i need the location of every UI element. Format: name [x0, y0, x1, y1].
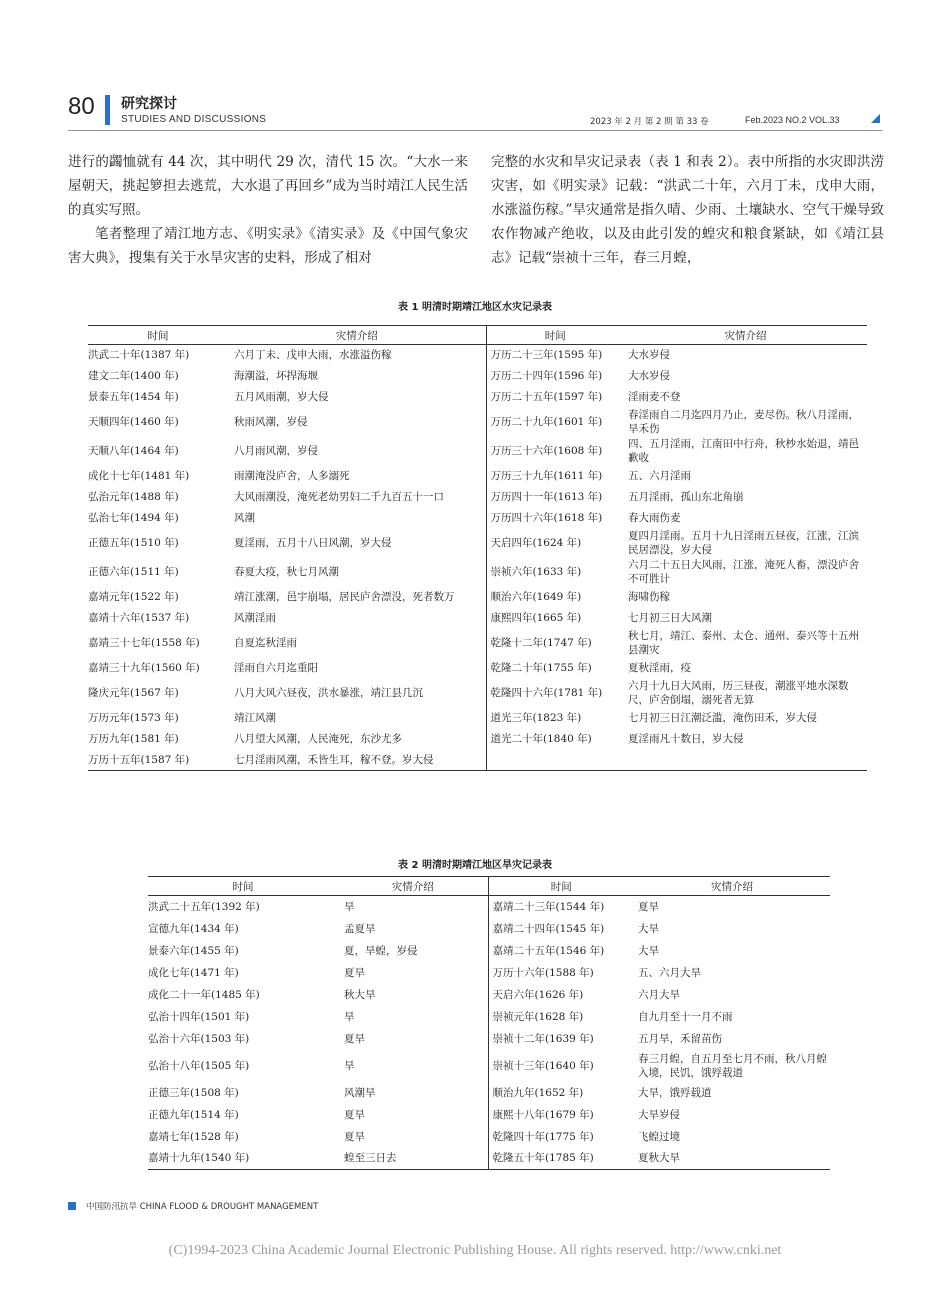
table-row: [88, 708, 867, 729]
header-rule: [68, 130, 883, 131]
date-cell: 嘉靖三十九年(1560 年): [88, 662, 200, 674]
table-row: [88, 508, 867, 529]
description-cell: 五月淫雨，孤山东北角崩: [628, 491, 744, 503]
table-row: [148, 1050, 830, 1082]
description-cell: 大旱岁侵: [638, 1108, 680, 1121]
table-header-row: [88, 326, 867, 345]
description-cell: 海潮溢，坏捍海堰: [234, 370, 318, 382]
description-cell: 春夏大疫，秋七月风潮: [234, 566, 339, 578]
description-cell: 八月望大风潮，人民淹死，东沙尤多: [234, 733, 402, 745]
description-cell: 风潮: [234, 512, 255, 524]
table-row: [88, 587, 867, 608]
date-cell: 弘治元年(1488 年): [88, 491, 179, 503]
table-row: [148, 940, 830, 962]
column-header: 时间: [88, 326, 228, 345]
table-header-row: [148, 877, 830, 896]
date-cell: 成化十七年(1481 年): [88, 470, 190, 482]
table1-caption: 表 1 明清时期靖江地区水灾记录表: [398, 302, 552, 313]
description-cell: 五、六月大旱: [638, 966, 701, 979]
description-cell: 七月淫雨风潮，禾皆生耳，稼不登。岁大侵: [234, 753, 434, 766]
description-cell: 八月大风六昼夜，洪水暴涨，靖江县几沉: [234, 687, 423, 699]
description-cell: 春淫雨自二月迄四月乃止，麦尽伤。秋八月淫雨，旱禾伤: [628, 409, 859, 435]
description-cell: 夏淫雨凡十数日，岁大侵: [628, 733, 744, 745]
page-number: 80: [68, 93, 95, 120]
description-cell: 六月二十五日大风雨，江涨，淹死人畜，漂没庐舍不可胜计: [628, 559, 859, 585]
date-cell: 嘉靖十九年(1540 年): [148, 1152, 250, 1165]
description-cell: 蝗至三日去: [344, 1152, 397, 1165]
date-cell: 弘治十八年(1505 年): [148, 1059, 250, 1072]
date-cell: 洪武二十五年(1392 年): [148, 900, 260, 913]
description-cell: 春三月蝗，自五月至七月不雨，秋八月蝗入境，民饥，饿殍载道: [638, 1052, 827, 1079]
table-row: [88, 408, 867, 437]
description-cell: 大水岁侵: [628, 349, 670, 362]
column-header: 时间: [148, 877, 338, 896]
footer-square-icon: [68, 1202, 76, 1210]
date-cell: 万历十五年(1587 年): [88, 753, 190, 766]
table-row: [148, 1104, 830, 1126]
description-cell: 风潮旱: [344, 1086, 376, 1099]
body-column-right: [491, 150, 884, 270]
date-cell: 成化七年(1471 年): [148, 966, 239, 979]
column-header: 时间: [488, 877, 634, 896]
column-header: 灾情介绍: [624, 326, 867, 345]
date-cell: 天启四年(1624 年): [486, 529, 624, 558]
date-cell: 万历十六年(1588 年): [488, 962, 634, 984]
date-cell: 万历二十四年(1596 年): [486, 366, 624, 387]
date-cell: 宣德九年(1434 年): [148, 922, 239, 935]
description-cell: 飞蝗过境: [638, 1130, 680, 1143]
date-cell: 乾隆十二年(1747 年): [486, 629, 624, 658]
description-cell: 夏旱: [344, 1108, 365, 1121]
description-cell: 淫雨自六月迄重阳: [234, 662, 318, 674]
column-header: 灾情介绍: [228, 326, 486, 345]
table-row: [88, 629, 867, 658]
header-accent-bar: [105, 95, 110, 125]
body-column-left: [68, 150, 468, 270]
table-row: [88, 608, 867, 629]
table-row: [148, 1006, 830, 1028]
table-row: [88, 679, 867, 708]
date-cell: 建文二年(1400 年): [88, 370, 179, 382]
table-row: [148, 1082, 830, 1104]
date-cell: 天顺四年(1460 年): [88, 416, 179, 428]
date-cell: 嘉靖三十七年(1558 年): [88, 637, 200, 649]
paragraph: 完整的水灾和旱灾记录表（表 1 和表 2）。表中所指的水灾即洪涝灾害，如《明实录》记载：“洪武二十年，六月丁未，戊申大雨，水涨溢伤稼。”旱灾通常是指久晴、少雨、土壤缺水、空气干燥导致农作物减产绝收，以及由此引发的蝗灾和粮食紧缺，如《靖江县志》记载“崇祯十三年，春三月蝗，: [491, 154, 884, 266]
description-cell: 秋大旱: [344, 988, 376, 1001]
description-cell: 大旱，饿殍载道: [638, 1086, 712, 1099]
description-cell: [624, 750, 867, 771]
paragraph: 笔者整理了靖江地方志、《明实录》《清实录》及《中国气象灾害大典》，搜集有关于水旱灾害的史料，形成了相对: [68, 226, 468, 266]
description-cell: 大风雨潮没，淹死老幼男妇二千九百五十一口: [234, 491, 444, 503]
description-cell: 五、六月淫雨: [628, 470, 691, 482]
description-cell: 六月大旱: [638, 988, 680, 1001]
date-cell: 嘉靖元年(1522 年): [88, 591, 179, 603]
table-row: [88, 437, 867, 466]
description-cell: 大旱: [638, 944, 659, 957]
description-cell: 夏秋大旱: [638, 1152, 680, 1165]
description-cell: 七月初三日江潮泛滥，淹伤田禾，岁大侵: [628, 712, 817, 724]
table-row: [148, 984, 830, 1006]
description-cell: 夏秋淫雨，疫: [628, 662, 691, 674]
section-title-en: STUDIES AND DISCUSSIONS: [121, 114, 267, 125]
date-cell: 弘治十六年(1503 年): [148, 1032, 250, 1045]
description-cell: 雨潮淹没庐舍，人多溺死: [234, 470, 350, 482]
date-cell: 道光三年(1823 年): [486, 708, 624, 729]
description-cell: 风潮淫雨: [234, 612, 276, 624]
date-cell: 隆庆元年(1567 年): [88, 687, 179, 699]
copyright-notice: (C)1994-2023 China Academic Journal Electronic Publishing House. All rights reserved. http://www.cnki.net: [168, 1243, 782, 1258]
description-cell: 自夏迄秋淫雨: [234, 637, 297, 649]
date-cell: 万历二十五年(1597 年): [486, 387, 624, 408]
description-cell: 春大雨伤麦: [628, 512, 681, 524]
table-row: [88, 750, 867, 771]
table1-body: [88, 345, 867, 771]
table2-caption: 表 2 明清时期靖江地区旱灾记录表: [398, 860, 552, 871]
description-cell: 六月丁未、戊申大雨，水涨溢伤稼: [234, 349, 392, 362]
date-cell: [486, 750, 624, 771]
date-cell: 乾隆四十六年(1781 年): [486, 679, 624, 708]
date-cell: 正德九年(1514 年): [148, 1108, 239, 1121]
table-row: [88, 345, 867, 366]
date-cell: 万历三十九年(1611 年): [486, 466, 624, 487]
description-cell: 大旱: [638, 922, 659, 935]
table-row: [88, 658, 867, 679]
description-cell: 旱: [344, 900, 355, 913]
table1-flood-records: [88, 325, 867, 771]
issue-info-en: Feb.2023 NO.2 VOL.33: [745, 115, 840, 125]
description-cell: 孟夏旱: [344, 922, 376, 935]
table-row: [148, 1148, 830, 1170]
table-row: [88, 387, 867, 408]
date-cell: 道光二十年(1840 年): [486, 729, 624, 750]
table-row: [148, 1126, 830, 1148]
description-cell: 五月旱，禾留苗伤: [638, 1032, 722, 1045]
date-cell: 崇祯十三年(1640 年): [488, 1050, 634, 1082]
table-row: [88, 366, 867, 387]
table-row: [88, 729, 867, 750]
date-cell: 万历三十六年(1608 年): [486, 437, 624, 466]
date-cell: 顺治六年(1649 年): [486, 587, 624, 608]
corner-triangle-icon: [871, 114, 880, 123]
date-cell: 嘉靖十六年(1537 年): [88, 612, 190, 624]
date-cell: 崇祯十二年(1639 年): [488, 1028, 634, 1050]
description-cell: 六月十九日大风雨，历三昼夜，潮涨平地水深数尺，庐舍倒塌，溺死者无算: [628, 680, 849, 706]
date-cell: 万历四十六年(1618 年): [486, 508, 624, 529]
description-cell: 夏旱: [344, 966, 365, 979]
date-cell: 弘治七年(1494 年): [88, 512, 179, 524]
date-cell: 弘治十四年(1501 年): [148, 1010, 250, 1023]
description-cell: 夏淫雨，五月十八日风潮，岁大侵: [234, 537, 392, 549]
description-cell: 秋雨风潮，岁侵: [234, 416, 308, 428]
description-cell: 夏旱: [344, 1032, 365, 1045]
date-cell: 万历元年(1573 年): [88, 712, 179, 724]
description-cell: 旱: [344, 1059, 355, 1072]
description-cell: 夏，旱蝗，岁侵: [344, 944, 418, 957]
description-cell: 海啸伤稼: [628, 591, 670, 603]
description-cell: 八月雨风潮，岁侵: [234, 445, 318, 457]
table-row: [148, 962, 830, 984]
column-header: 灾情介绍: [634, 877, 830, 896]
date-cell: 嘉靖七年(1528 年): [148, 1130, 239, 1143]
description-cell: 旱: [344, 1010, 355, 1023]
column-header: 时间: [486, 326, 624, 345]
date-cell: 嘉靖二十四年(1545 年): [488, 918, 634, 940]
date-cell: 乾隆五十年(1785 年): [488, 1148, 634, 1170]
date-cell: 洪武二十年(1387 年): [88, 349, 190, 362]
description-cell: 夏四月淫雨。五月十九日淫雨五昼夜，江涨，江滨民居漂没，岁大侵: [628, 530, 859, 556]
date-cell: 万历二十九年(1601 年): [486, 408, 624, 437]
description-cell: 夏旱: [638, 900, 659, 913]
table-row: [88, 487, 867, 508]
date-cell: 乾隆四十年(1775 年): [488, 1126, 634, 1148]
date-cell: 成化二十一年(1485 年): [148, 988, 260, 1001]
description-cell: 大水岁侵: [628, 370, 670, 382]
table-row: [88, 558, 867, 587]
section-title-cn: 研究探讨: [121, 96, 177, 112]
date-cell: 万历九年(1581 年): [88, 733, 179, 745]
table-row: [148, 896, 830, 918]
description-cell: 夏旱: [344, 1130, 365, 1143]
table-row: [88, 529, 867, 558]
description-cell: 靖江涨潮，邑宇崩塌，居民庐舍漂没，死者数万: [234, 591, 455, 603]
table-row: [88, 466, 867, 487]
date-cell: 崇祯元年(1628 年): [488, 1006, 634, 1028]
description-cell: 淫雨麦不登: [628, 391, 681, 403]
column-header: 灾情介绍: [338, 877, 488, 896]
issue-info-cn: 2023 年 2 月 第 2 期 第 33 卷: [590, 117, 709, 127]
date-cell: 万历四十一年(1613 年): [486, 487, 624, 508]
description-cell: 秋七月，靖江、泰州、太仓、通州、泰兴等十五州县潮灾: [628, 630, 859, 656]
date-cell: 正德五年(1510 年): [88, 537, 179, 549]
table2-drought-records: [148, 876, 830, 1170]
date-cell: 景泰五年(1454 年): [88, 391, 179, 403]
date-cell: 康熙十八年(1679 年): [488, 1104, 634, 1126]
date-cell: 顺治九年(1652 年): [488, 1082, 634, 1104]
date-cell: 正德六年(1511 年): [88, 566, 179, 578]
paragraph: 进行的蠲恤就有 44 次，其中明代 29 次，清代 15 次。“大水一来屋朝天，挑起箩担去逃荒，大水退了再回乡”成为当时靖江人民生活的真实写照。: [68, 154, 468, 218]
date-cell: 天启六年(1626 年): [488, 984, 634, 1006]
date-cell: 正德三年(1508 年): [148, 1086, 239, 1099]
date-cell: 嘉靖二十三年(1544 年): [488, 896, 634, 918]
description-cell: 七月初三日大风潮: [628, 612, 712, 624]
date-cell: 万历二十三年(1595 年): [486, 345, 624, 366]
table-row: [148, 918, 830, 940]
date-cell: 乾隆二十年(1755 年): [486, 658, 624, 679]
description-cell: 四、五月淫雨，江南田中行舟，秋杪水始退，靖邑歉收: [628, 438, 859, 464]
table2-body: [148, 896, 830, 1170]
date-cell: 嘉靖二十五年(1546 年): [488, 940, 634, 962]
date-cell: 康熙四年(1665 年): [486, 608, 624, 629]
description-cell: 五月风雨潮，岁大侵: [234, 391, 329, 403]
description-cell: 自九月至十一月不雨: [638, 1010, 733, 1023]
table-row: [148, 1028, 830, 1050]
date-cell: 天顺八年(1464 年): [88, 445, 179, 457]
journal-name: 中国防汛抗旱 CHINA FLOOD & DROUGHT MANAGEMENT: [86, 1202, 319, 1212]
date-cell: 崇祯六年(1633 年): [486, 558, 624, 587]
date-cell: 景泰六年(1455 年): [148, 944, 239, 957]
description-cell: 靖江风潮: [234, 712, 276, 724]
